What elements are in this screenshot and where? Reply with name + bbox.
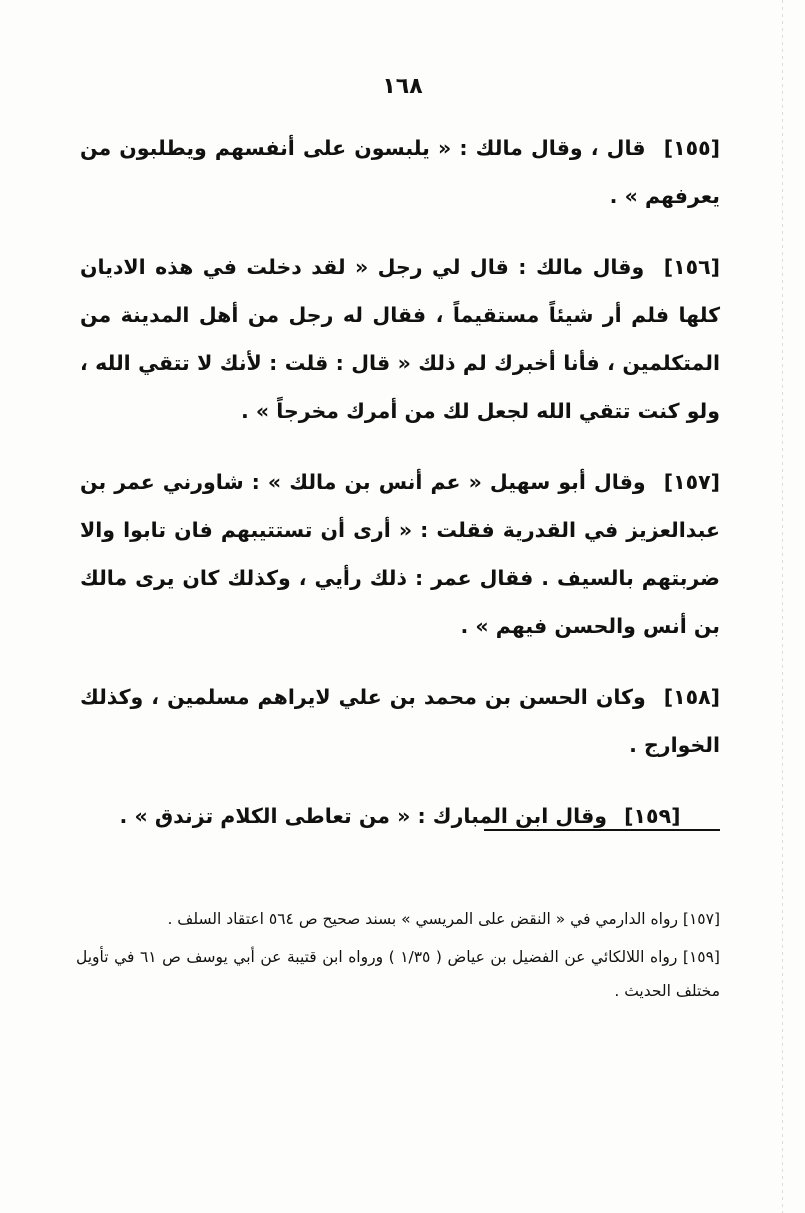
paragraph-number: [١٥٨] [663,685,720,709]
footnotes [76,902,720,1012]
paragraph-text: قال ، وقال مالك : « يلبسون على أنفسهم ويطلبون من يعرفهم » . [80,136,720,208]
paragraph-159 [80,792,720,840]
paragraph-155 [80,124,720,220]
paragraph-number: [١٥٩] [624,804,681,828]
paragraph-157 [80,458,720,650]
scan-edge-line [782,0,783,1213]
main-text [80,124,720,863]
page-number: ١٦٨ [382,74,423,99]
footnote-number: [١٥٩] [682,948,720,966]
footnote-157 [76,902,720,936]
paragraph-156 [80,243,720,435]
paragraph-158 [80,673,720,769]
paragraph-text: وكان الحسن بن محمد بن علي لايراهم مسلمين ، وكذلك الخوارج . [80,685,720,757]
footnote-159 [76,940,720,1008]
footnote-separator [484,829,720,831]
paragraph-number: [١٥٦] [663,255,720,279]
paragraph-text: وقال أبو سهيل « عم أنس بن مالك » : شاورني عمر بن عبدالعزيز في القدرية فقلت : « أرى أن تستتيبهم فان تابوا والا ضربتهم بالسيف . فقال عمر : ذلك رأيي ، وكذلك كان يرى مالك بن أنس والحسن فيهم » . [80,470,720,638]
footnote-text: رواه الدارمي في « النقض على المريسي » بسند صحيح ص ٥٦٤ اعتقاد السلف . [167,910,678,928]
footnote-text: رواه اللالكائي عن الفضيل بن عياض ( ١/٣٥ ) ورواه ابن قتيبة عن أبي يوسف ص ٦١ في تأويل مختلف الحديث . [76,948,720,1000]
paragraph-text: وقال مالك : قال لي رجل « لقد دخلت في هذه الاديان كلها فلم أر شيئاً مستقيماً ، فقال له رجل من أهل المدينة من المتكلمين ، فأنا أخبرك لم ذلك « قال : قلت : لأنك لا تتقي الله ، ولو كنت تتقي الله لجعل لك من أمرك مخرجاً » . [80,255,720,423]
paragraph-number: [١٥٥] [663,136,720,160]
paragraph-text: وقال ابن المبارك : « من تعاطى الكلام تزندق » . [119,804,608,828]
paragraph-number: [١٥٧] [663,470,720,494]
footnote-number: [١٥٧] [682,910,720,928]
